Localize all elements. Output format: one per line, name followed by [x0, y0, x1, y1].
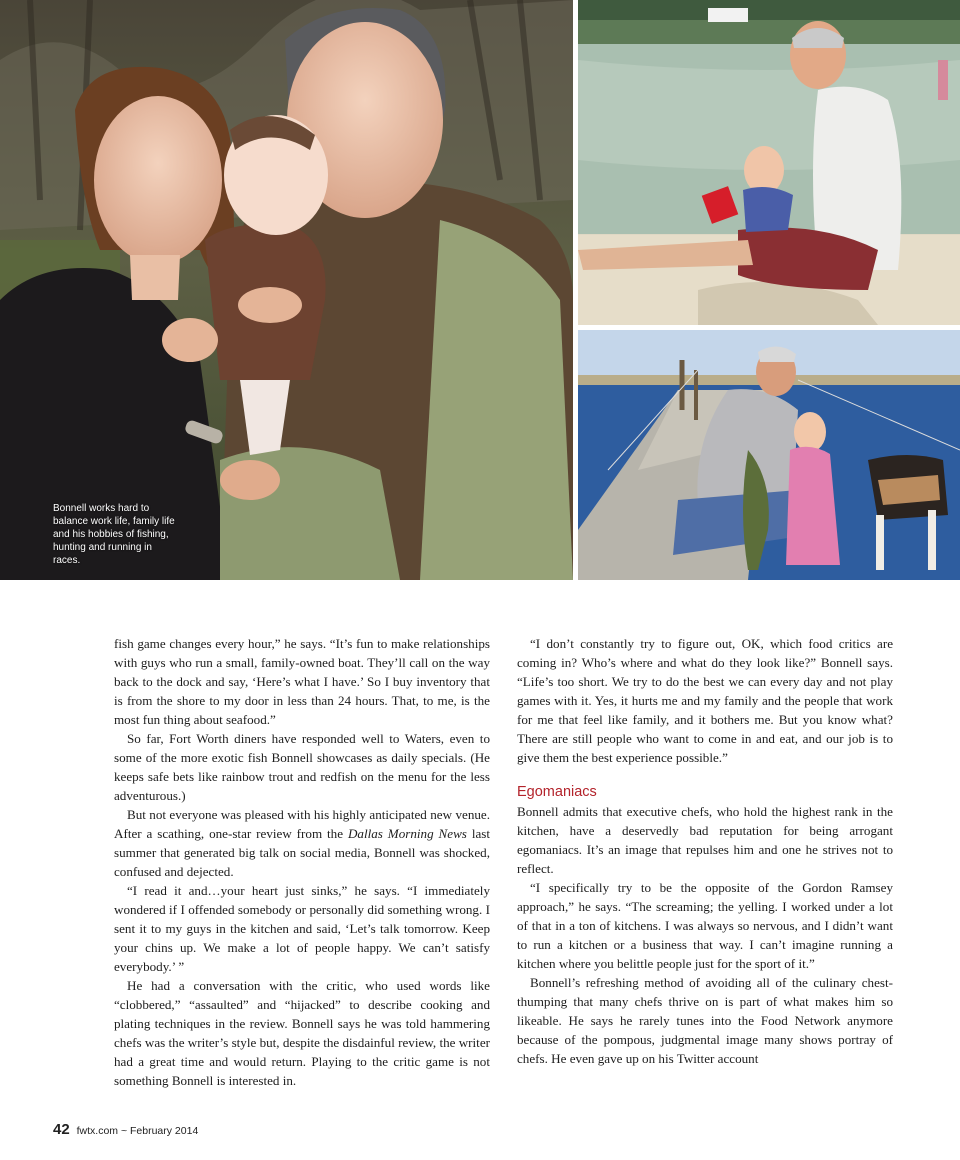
beach-photo — [578, 0, 960, 325]
section-subhead: Egomaniacs — [517, 784, 597, 800]
paragraph: “I specifically try to be the opposite of the Gordon Ramsey approach,” he says. “The screaming; the yelling. I worked under a lot of that in a ton of kitchens. I was always so nervous, and I didn’t want to run a kitchen or a business that way. I can’t imagine running a kitchen where you belittle people just for the sport of it.” — [517, 880, 893, 971]
text-span: last summer that generated big talk on social media, Bonnell was shocked, confused and dejected. — [114, 826, 490, 879]
paragraph: Bonnell’s refreshing method of avoiding all of the culinary chest-thumping that many chefs thrive on is part of what makes him so likeable. He says he rarely tunes into the Food Network anymore because of the pompous, judgmental image many shows portray of chefs. He even gave up on his Twitter account — [517, 975, 893, 1066]
publication-date: fwtx.com ~ February 2014 — [76, 1125, 199, 1137]
family-photo-illustration — [0, 0, 573, 580]
paragraph — [114, 805, 490, 881]
page-number: 42 — [53, 1121, 70, 1138]
paragraph: “I don’t constantly try to figure out, OK, which food critics are coming in? Who’s where and what do they look like?” Bonnell says. “Life’s too short. We try to do the best we can every day and not play games with it. Yes, it hurts me and my family and the people that work for me that feel like family, and it bothers me. But you know what? There are still people who want to come in and eat, and our job is to give them the best experience possible.” — [517, 636, 893, 765]
dock-photo — [578, 330, 960, 580]
dock-photo-illustration — [578, 330, 960, 580]
page-footer — [53, 1121, 198, 1138]
article-right-column — [517, 634, 893, 1068]
publication-name: Dallas Morning News — [347, 826, 467, 841]
paragraph: fish game changes every hour,” he says. “It’s fun to make relationships with guys who run a small, family-owned boat. They’ll call on the way back to the dock and say, ‘Here’s what I have.’ So I buy inventory that is from the shore to my door in less than 24 hours. That, to me, is the most fun thing about seafood.” — [114, 636, 490, 727]
text-span: But not everyone was pleased with his highly anticipated new venue. After a scathing, one-star review from the — [114, 807, 490, 841]
paragraph: “I read it and…your heart just sinks,” he says. “I immediately wondered if I offended somebody or personally did something wrong. I sent it to my guys in the kitchen and said, ‘Let’s talk tomorrow. Keep your chins up. We make a lot of people happy. We can’t satisfy everybody.’ ” — [114, 883, 490, 974]
paragraph: He had a conversation with the critic, who used words like “clobbered,” “assaulted” and “hijacked” to describe cooking and plating techniques in the review. Bonnell says he was told hammering chefs was the writer’s style but, despite the disdainful review, the writer had a great time and would return. Playing to the critic game is not something Bonnell is interested in. — [114, 978, 490, 1088]
beach-photo-illustration — [578, 0, 960, 325]
family-photo — [0, 0, 573, 580]
paragraph: Bonnell admits that executive chefs, who hold the highest rank in the kitchen, have a deservedly bad reputation for being arrogant egomaniacs. It’s an image that repulses him and one he strives not to reflect. — [517, 804, 893, 876]
paragraph: So far, Fort Worth diners have responded well to Waters, even to some of the more exotic fish Bonnell showcases as daily specials. (He keeps safe bets like rainbow trout and redfish on the menu for the less adventurous.) — [114, 731, 490, 803]
article-left-column — [114, 634, 490, 1090]
photo-caption: Bonnell works hard to balance work life, family life and his hobbies of fishing, hunting and running in races. — [53, 503, 175, 566]
